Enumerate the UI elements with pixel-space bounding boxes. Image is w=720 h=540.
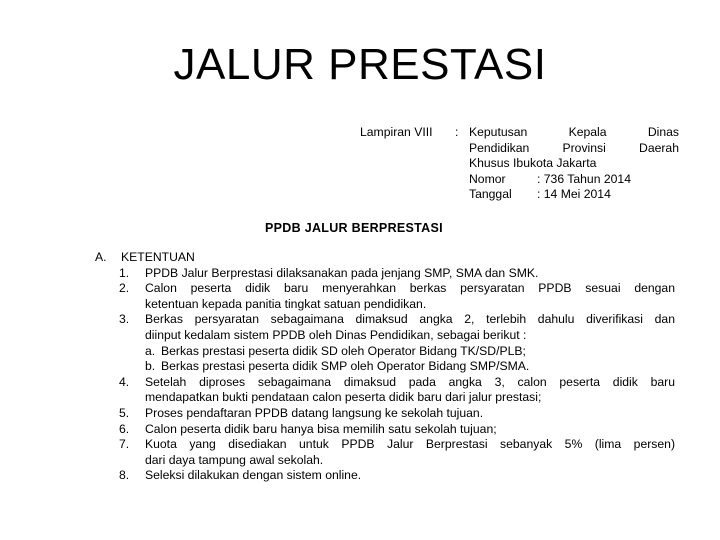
tanggal-row	[469, 187, 679, 203]
list-item-number: 7.	[119, 437, 130, 452]
nomor-label: Nomor	[469, 171, 506, 186]
list-item	[119, 312, 675, 374]
ketentuan-list	[119, 266, 675, 484]
list-item-number: 4.	[119, 374, 130, 389]
sub-item	[145, 359, 675, 375]
list-item	[119, 375, 675, 406]
list-item-line: ketentuan kepada panitia tingkat satuan pendidikan.	[145, 296, 427, 311]
tanggal-label: Tanggal	[469, 187, 512, 202]
list-item-number: 1.	[119, 265, 130, 280]
section-letter: A.	[95, 250, 107, 264]
list-item-text	[145, 312, 675, 374]
list-item	[119, 281, 675, 312]
list-item-number: 8.	[119, 468, 130, 483]
tanggal-value: : 14 Mei 2014	[537, 187, 611, 202]
list-item	[119, 437, 675, 468]
list-item-text	[145, 281, 675, 312]
list-item-text	[145, 437, 675, 468]
lampiran-line-2	[469, 141, 679, 157]
list-item-line: PPDB Jalur Berprestasi dilaksanakan pada jenjang SMP, SMA dan SMK.	[145, 265, 539, 280]
section-title: KETENTUAN	[121, 250, 195, 264]
list-item-number: 3.	[119, 312, 130, 327]
lampiran-word: Pendidikan	[469, 140, 530, 155]
lampiran-word: Daerah	[639, 140, 679, 155]
lampiran-word: Dinas	[647, 125, 679, 139]
list-item	[119, 468, 675, 484]
list-item-line: mendapatkan bukti pendataan calon peserta didik baru dari jalur prestasi;	[145, 390, 542, 405]
list-item-line: diinput kedalam sistem PPDB oleh Dinas Pendidikan, sebagai berikut :	[145, 327, 527, 342]
list-item	[119, 266, 675, 282]
sub-item-letter: b.	[145, 359, 156, 374]
list-item-line: dari daya tampung awal sekolah.	[145, 452, 324, 467]
nomor-value: : 736 Tahun 2014	[537, 171, 631, 186]
lampiran-line-1	[469, 125, 679, 141]
lampiran-separator: :	[455, 125, 459, 139]
lampiran-label: Lampiran VIII	[360, 125, 433, 139]
document-heading: PPDB JALUR BERPRESTASI	[265, 221, 443, 235]
slide-title: JALUR PRESTASI	[173, 40, 547, 89]
lampiran-block	[360, 125, 680, 203]
sub-item	[145, 344, 675, 360]
list-item	[119, 406, 675, 422]
sub-item-letter: a.	[145, 343, 156, 358]
list-item-text	[145, 406, 675, 422]
list-item-text	[145, 266, 675, 282]
sub-item-text: Berkas prestasi peserta didik SMP oleh Operator Bidang SMP/SMA.	[161, 359, 530, 374]
list-item-line: Calon peserta didik baru menyerahkan berkas persyaratan PPDB sesuai dengan	[145, 281, 675, 296]
list-item-number: 5.	[119, 405, 130, 420]
lampiran-word: Keputusan	[469, 125, 528, 139]
nomor-row	[469, 172, 679, 188]
lampiran-line-3: Khusus Ibukota Jakarta	[469, 156, 597, 171]
list-item-line: Seleksi dilakukan dengan sistem online.	[145, 468, 362, 483]
list-item-number: 2.	[119, 281, 130, 296]
list-item-line: Kuota yang disediakan untuk PPDB Jalur Berprestasi sebanyak 5% (lima persen)	[145, 437, 675, 452]
list-item	[119, 422, 675, 438]
list-item-line: Proses pendaftaran PPDB datang langsung ke sekolah tujuan.	[145, 405, 484, 420]
sub-item-text: Berkas prestasi peserta didik SD oleh Operator Bidang TK/SD/PLB;	[161, 343, 526, 358]
list-item-line: Setelah diproses sebagaimana dimaksud pada angka 3, calon peserta didik baru	[145, 374, 675, 389]
section-ketentuan	[95, 250, 675, 484]
list-item-text	[145, 468, 675, 484]
lampiran-word: Provinsi	[562, 140, 606, 155]
list-item-line: Calon peserta didik baru hanya bisa memilih satu sekolah tujuan;	[145, 421, 497, 436]
lampiran-word: Kepala	[568, 125, 607, 139]
list-item-text	[145, 375, 675, 406]
list-item-line: Berkas persyaratan sebagaimana dimaksud angka 2, terlebih dahulu diverifikasi dan	[145, 312, 675, 327]
list-item-number: 6.	[119, 421, 130, 436]
list-item-text	[145, 422, 675, 438]
